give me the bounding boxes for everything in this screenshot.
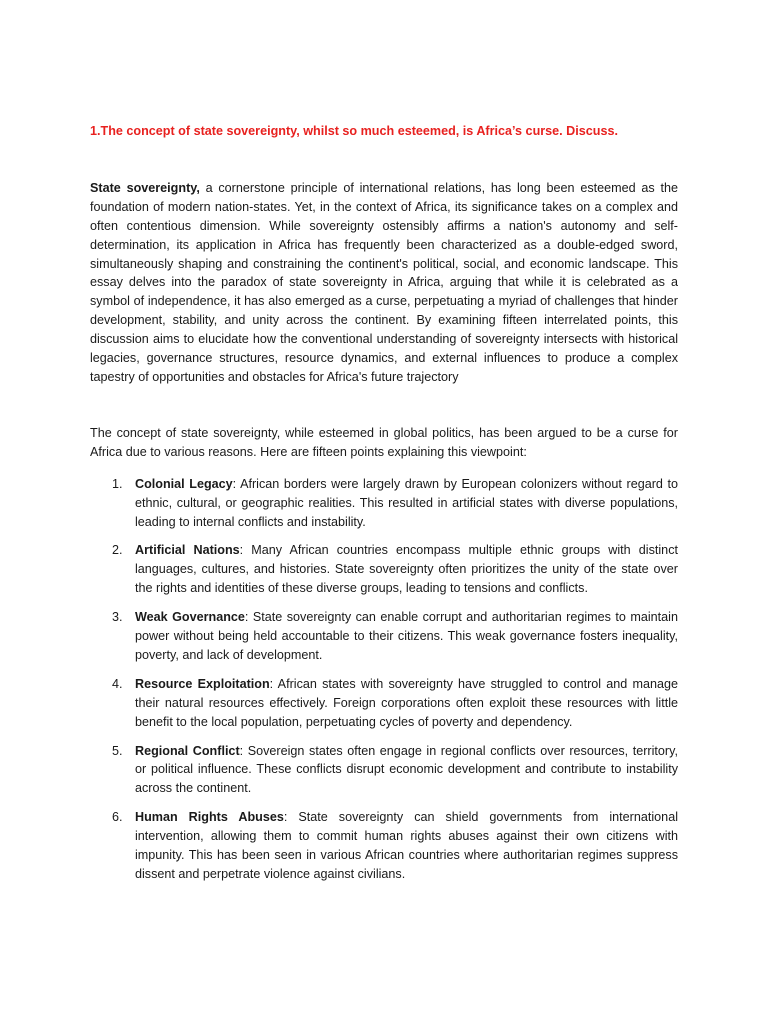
point-term: Weak Governance [135, 610, 245, 625]
point-term: Regional Conflict [135, 743, 240, 758]
intro-paragraph [90, 179, 678, 387]
point-text: : African states with sovereignty have struggled to control and manage their natural resources effectively. Foreign corporations often exploit these resources with little benefit to the local population, perpetuating cycles of poverty and dependency. [135, 676, 678, 729]
intro-body: a cornerstone principle of international relations, has long been esteemed as the foundation of modern nation-states. Yet, in the context of Africa, its significance takes on a complex and often contentious dimension. While sovereignty ostensibly affirms a nation's autonomy and self-determination, its application in Africa has frequently been characterized as a double-edged sword, simultaneously shaping and constraining the continent's political, social, and economic landscape. This essay delves into the paradox of state sovereignty in Africa, arguing that while it is celebrated as a symbol of independence, it has also emerged as a curse, perpetuating a myriad of challenges that hinder development, stability, and unity across the continent. By examining fifteen interrelated points, this discussion aims to elucidate how the conventional understanding of sovereignty intersects with historical legacies, governance structures, resource dynamics, and external influences to produce a complex tapestry of opportunities and obstacles for Africa's future trajectory [90, 180, 678, 384]
essay-question [90, 122, 678, 141]
point-term: Resource Exploitation [135, 676, 270, 691]
list-item [90, 541, 678, 598]
list-item [90, 608, 678, 665]
point-number: 3. [112, 610, 123, 625]
point-number: 5. [112, 743, 123, 758]
list-item [90, 742, 678, 799]
point-text: : African borders were largely drawn by European colonizers without regard to ethnic, cultural, or geographic realities. This resulted in artificial states with diverse populations, leading to internal conflicts and instability. [135, 476, 678, 529]
point-term: Artificial Nations [135, 543, 240, 558]
point-number: 2. [112, 543, 123, 558]
point-number: 4. [112, 676, 123, 691]
list-item [90, 475, 678, 532]
question-text: The concept of state sovereignty, whilst so much esteemed, is Africa’s curse. Discuss. [100, 124, 618, 138]
intro-lead: State sovereignty, [90, 180, 200, 195]
point-text: : Many African countries encompass multiple ethnic groups with distinct languages, cultures, and histories. State sovereignty often prioritizes the unity of the state over the rights and identities of these diverse groups, leading to tensions and conflicts. [135, 543, 678, 596]
list-item [90, 808, 678, 884]
point-term: Colonial Legacy [135, 476, 233, 491]
question-number: 1. [90, 124, 101, 138]
point-text: : State sovereignty can enable corrupt and authoritarian regimes to maintain power without being held accountable to their citizens. This weak governance fosters inequality, poverty, and lack of development. [135, 610, 678, 662]
point-text: : State sovereignty can shield governments from international intervention, allowing them to commit human rights abuses against their own citizens with impunity. This has been seen in various African countries where authoritarian regimes suppress dissent and perpetrate violence against civilians. [135, 810, 678, 881]
points-list [90, 475, 678, 884]
point-number: 6. [112, 810, 123, 825]
list-item [90, 675, 678, 732]
point-term: Human Rights Abuses [135, 810, 284, 825]
context-paragraph: The concept of state sovereignty, while esteemed in global politics, has been argued to be a curse for Africa due to various reasons. Here are fifteen points explaining this viewpoint: [90, 425, 678, 459]
point-text: : Sovereign states often engage in regional conflicts over resources, territory, or political influence. These conflicts disrupt economic development and contribute to instability across the continent. [135, 743, 678, 796]
point-number: 1. [112, 476, 123, 491]
